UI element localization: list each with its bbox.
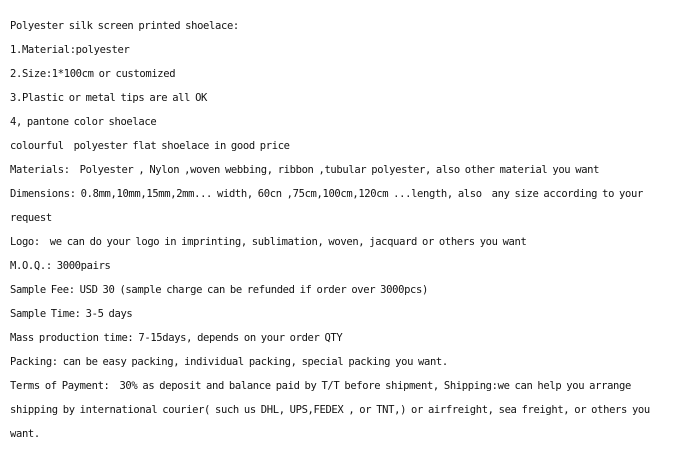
packing-line: Packing: can be easy packing, individual packing, special packing you want. — [10, 356, 448, 368]
tips-line: 3.Plastic or metal tips are all OK — [10, 92, 208, 104]
shipping-continued-line: want. — [10, 428, 40, 440]
dimensions-line: Dimensions: 0.8mm,10mm,15mm,2mm... width, 60cn ,75cm,100cm,120cm ...length, also any size according to your — [10, 188, 643, 200]
moq-line: M.O.Q.: 3000pairs — [10, 260, 111, 272]
pantone-line: 4, pantone color shoelace — [10, 116, 157, 128]
sample-fee-line: Sample Fee: USD 30 (sample charge can be refunded if order over 3000pcs) — [10, 284, 428, 296]
materials-line: Materials: Polyester , Nylon ,woven webbing, ribbon ,tubular polyester, also other material you want — [10, 164, 600, 176]
product-description — [10, 14, 682, 446]
payment-line: Terms of Payment: 30% as deposit and balance paid by T/T before shipment, Shipping:we can help you arrange — [10, 380, 631, 392]
price-line: colourful polyester flat shoelace in good price — [10, 140, 290, 152]
heading-line: Polyester silk screen printed shoelace: — [10, 20, 239, 32]
size-line: 2.Size:1*100cm or customized — [10, 68, 176, 80]
logo-line: Logo: we can do your logo in imprinting, sublimation, woven, jacquard or others you want — [10, 236, 527, 248]
material-line: 1.Material:polyester — [10, 44, 130, 56]
sample-time-line: Sample Time: 3-5 days — [10, 308, 133, 320]
shipping-line: shipping by international courier( such us DHL, UPS,FEDEX , or TNT,) or airfreight, sea freight, or others you — [10, 404, 650, 416]
dimensions-continued-line: request — [10, 212, 52, 224]
production-time-line: Mass production time: 7-15days, depends on your order QTY — [10, 332, 343, 344]
